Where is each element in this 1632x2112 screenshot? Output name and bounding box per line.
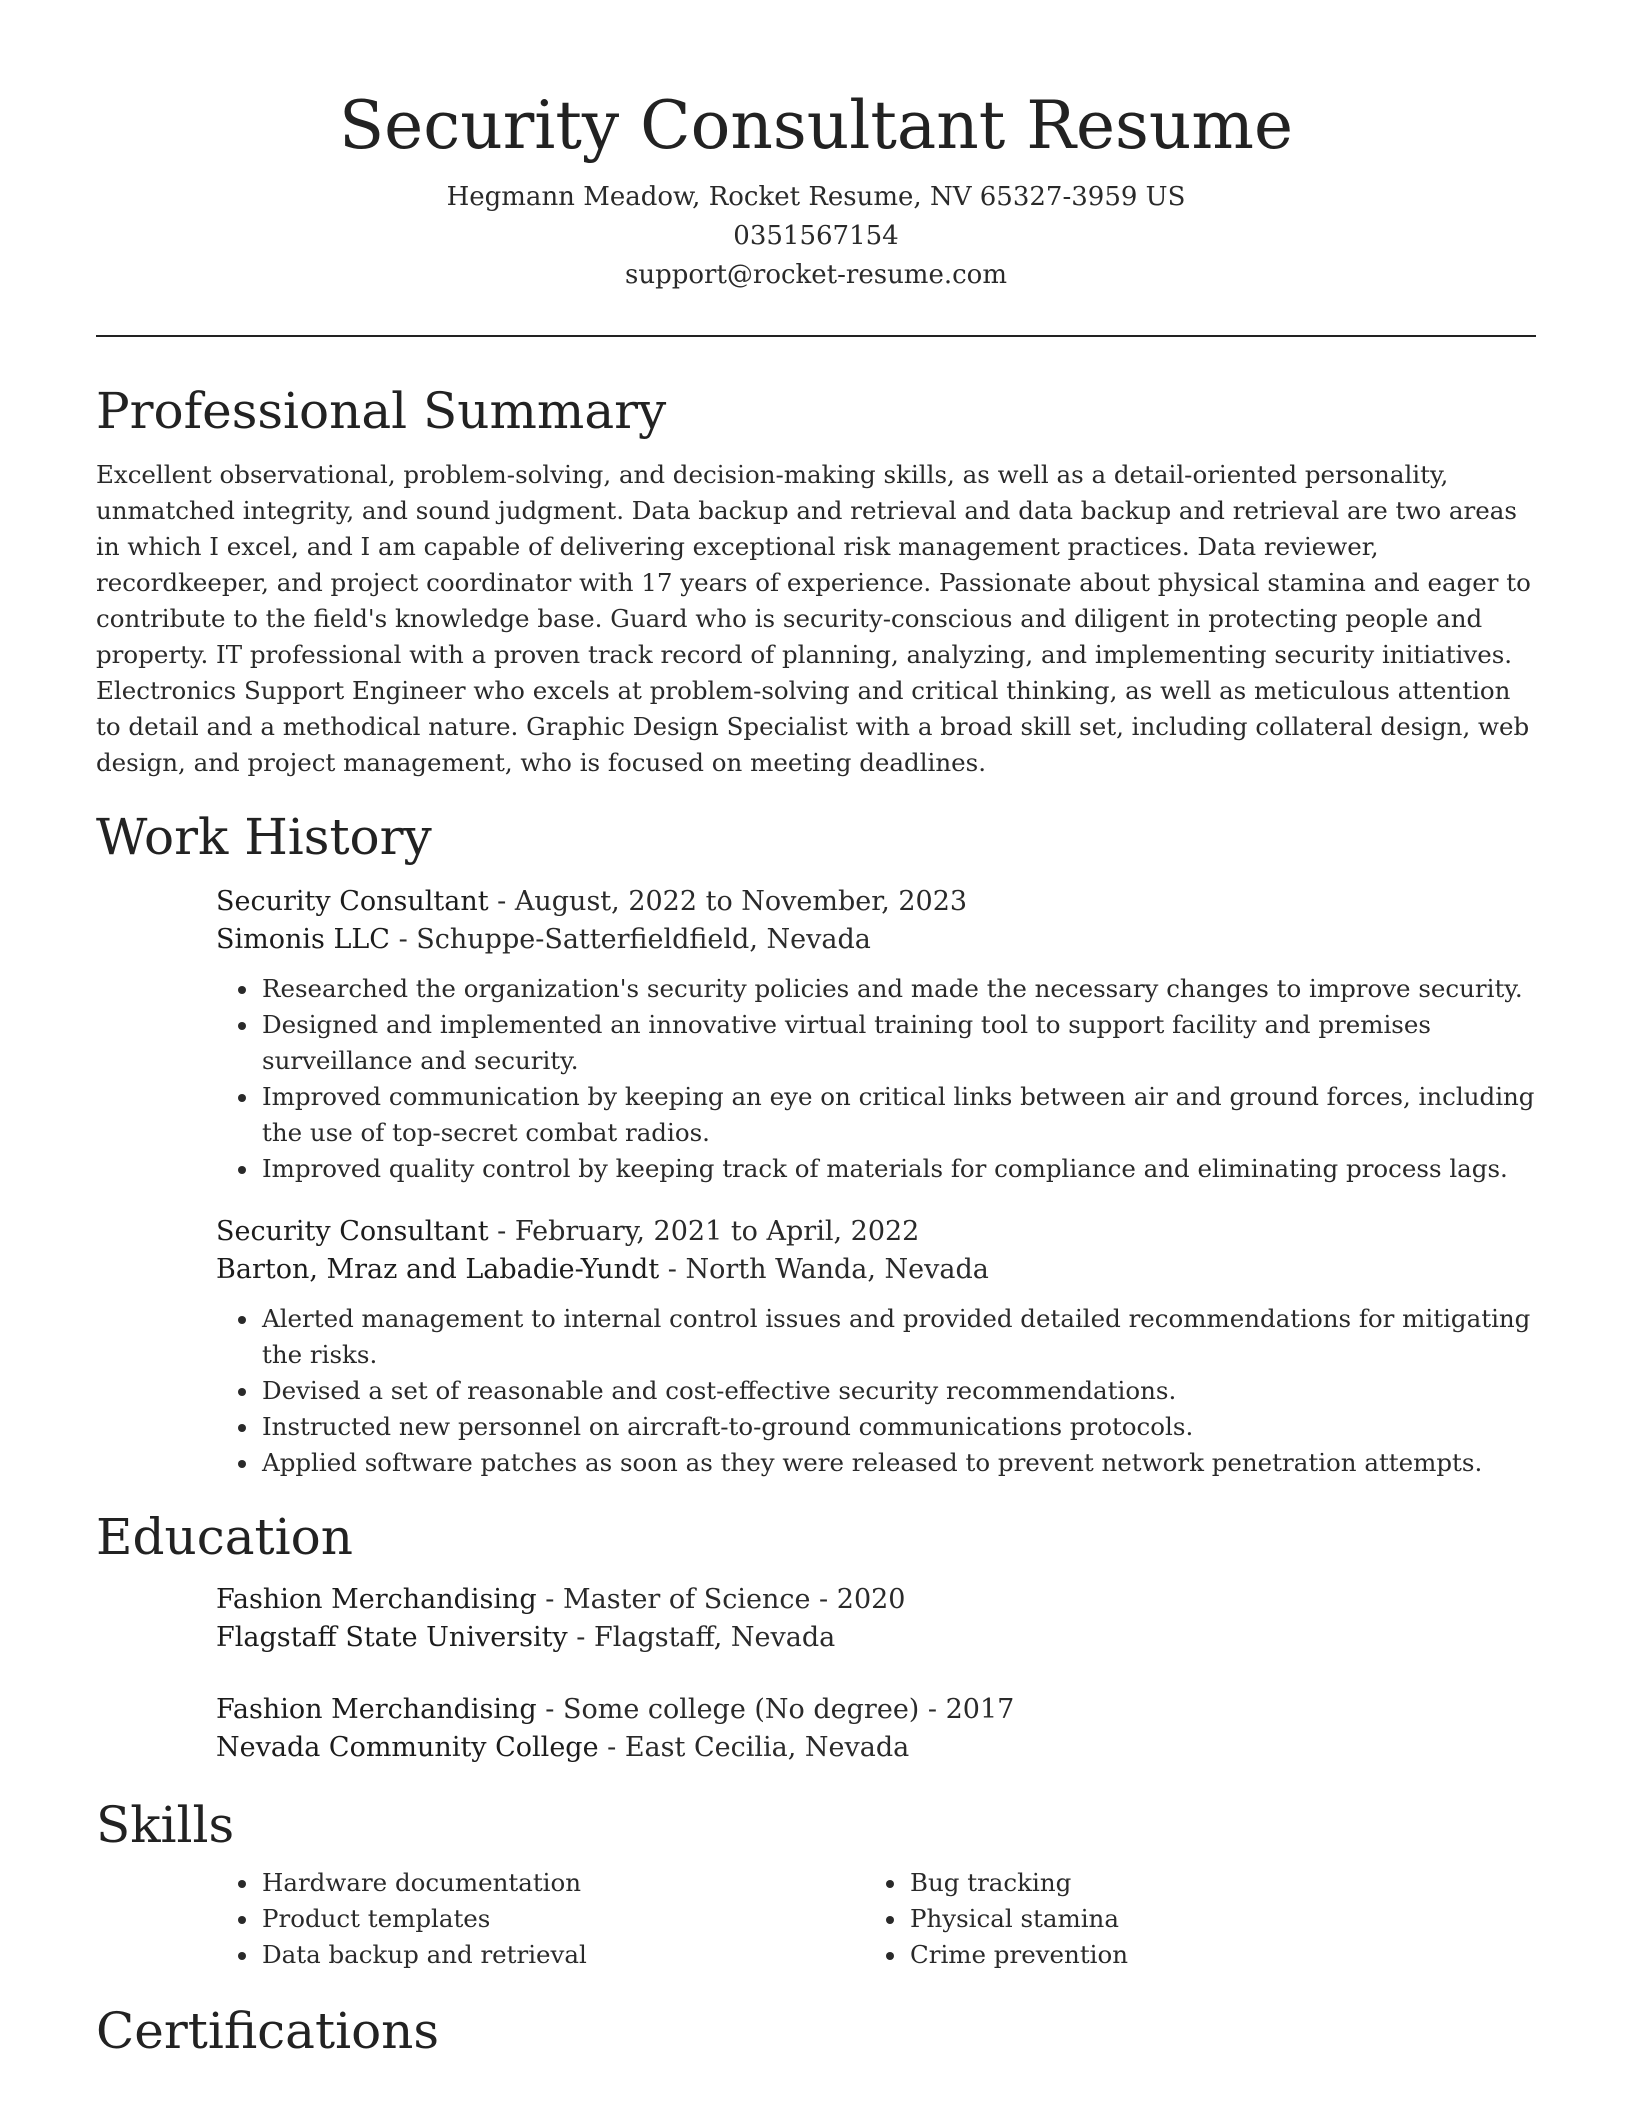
job-bullet: • Devised a set of reasonable and cost-effective security recommendations.	[260, 1373, 1536, 1409]
education-degree-line	[216, 1581, 1536, 1619]
education-field: Fashion Merchandising	[216, 1584, 537, 1615]
contact-email: support@rocket-resume.com	[624, 260, 1007, 290]
skill-item: • Product templates	[260, 1901, 864, 1937]
job-bullets	[216, 1301, 1536, 1481]
skill-item: • Hardware documentation	[260, 1865, 864, 1901]
resume-title: Security Consultant Resume	[338, 87, 1294, 164]
education-field: Fashion Merchandising	[216, 1694, 537, 1725]
job-title-line	[216, 1213, 1536, 1251]
job-company: Simonis LLC	[216, 924, 390, 955]
education-entry	[216, 1581, 1536, 1657]
job-bullet: • Applied software patches as soon as they were released to prevent network penetration attempts.	[260, 1445, 1536, 1481]
education-heading: Education	[96, 1508, 353, 1566]
summary-section	[96, 379, 1536, 781]
certifications-section	[96, 1999, 1536, 2063]
job-location: - North Wanda, Nevada	[659, 1254, 989, 1285]
job-dates: - August, 2022 to November, 2023	[488, 886, 968, 917]
job-dates: - February, 2021 to April, 2022	[488, 1216, 920, 1247]
contact-block	[96, 178, 1536, 295]
job-bullet: • Improved quality control by keeping track of materials for compliance and eliminating process lags.	[260, 1151, 1536, 1187]
skill-item: • Physical stamina	[908, 1901, 1512, 1937]
contact-address: Hegmann Meadow, Rocket Resume, NV 65327-3959 US	[446, 182, 1186, 212]
skills-column-right	[864, 1865, 1512, 1973]
job-title: Security Consultant	[216, 1216, 489, 1247]
job-bullet: • Designed and implemented an innovative virtual training tool to support facility and premises surveillance and security.	[260, 1007, 1536, 1079]
education-location: - Flagstaff, Nevada	[567, 1622, 836, 1653]
job-bullet: • Alerted management to internal control issues and provided detailed recommendations for mitigating the risks.	[260, 1301, 1536, 1373]
job-bullets	[216, 971, 1536, 1187]
education-entry	[216, 1691, 1536, 1767]
skills-section	[96, 1793, 1536, 1973]
skill-item: • Crime prevention	[908, 1937, 1512, 1973]
job-company-line	[216, 921, 1536, 959]
education-school: Nevada Community College	[216, 1732, 599, 1763]
education-school-line	[216, 1729, 1536, 1767]
job-entry	[216, 883, 1536, 1187]
skills-list	[864, 1865, 1512, 1973]
resume-page	[96, 0, 1536, 2063]
resume-header	[96, 0, 1536, 295]
job-bullet: • Improved communication by keeping an eye on critical links between air and ground forces, including the use of top-secret combat radios.	[260, 1079, 1536, 1151]
job-location: - Schuppe-Satterfieldfield, Nevada	[389, 924, 871, 955]
header-divider	[96, 335, 1536, 337]
work-section	[96, 805, 1536, 1481]
skills-heading: Skills	[96, 1796, 235, 1854]
skill-item: • Bug tracking	[908, 1865, 1512, 1901]
skills-grid	[216, 1865, 1536, 1973]
job-bullet: • Instructed new personnel on aircraft-to-ground communications protocols.	[260, 1409, 1536, 1445]
certifications-heading: Certifications	[96, 2002, 440, 2060]
skills-column-left	[216, 1865, 864, 1973]
skill-item: • Data backup and retrieval	[260, 1937, 864, 1973]
education-school: Flagstaff State University	[216, 1622, 568, 1653]
education-degree-line	[216, 1691, 1536, 1729]
skills-list	[216, 1865, 864, 1973]
job-title-line	[216, 883, 1536, 921]
job-bullet: • Researched the organization's security policies and made the necessary changes to improve security.	[260, 971, 1536, 1007]
job-entry	[216, 1213, 1536, 1481]
job-company-line	[216, 1251, 1536, 1289]
education-degree: - Some college (No degree) - 2017	[536, 1694, 1015, 1725]
education-section	[96, 1505, 1536, 1767]
job-title: Security Consultant	[216, 886, 489, 917]
work-heading: Work History	[96, 808, 432, 866]
summary-text: Excellent observational, problem-solving, and decision-making skills, as well as a detail-oriented personality, unmatched integrity, and sound judgment. Data backup and retrieval and data backup and retrieval are two areas in which I excel, and I am capable of delivering exceptional risk management practices. Data reviewer, recordkeeper, and project coordinator with 17 years of experience. Passionate about physical stamina and eager to contribute to the field's knowledge base. Guard who is security-conscious and diligent in protecting people and property. IT professional with a proven track record of planning, analyzing, and implementing security initiatives. Electronics Support Engineer who excels at problem-solving and critical thinking, as well as meticulous attention to detail and a methodical nature. Graphic Design Specialist with a broad skill set, including collateral design, web design, and project management, who is focused on meeting deadlines.	[96, 460, 1531, 777]
education-degree: - Master of Science - 2020	[536, 1584, 906, 1615]
job-company: Barton, Mraz and Labadie-Yundt	[216, 1254, 660, 1285]
education-location: - East Cecilia, Nevada	[598, 1732, 910, 1763]
contact-phone: 0351567154	[733, 221, 899, 251]
summary-heading: Professional Summary	[96, 382, 667, 440]
education-school-line	[216, 1619, 1536, 1657]
